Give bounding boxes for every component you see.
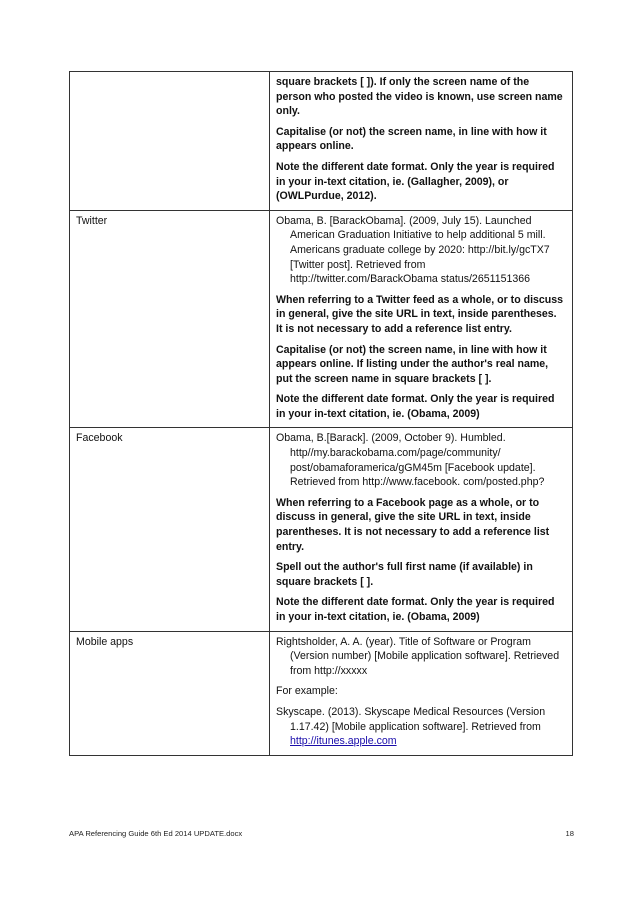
row-content-cell	[270, 72, 573, 211]
row-label-cell: Twitter	[70, 210, 270, 428]
example-text: Skyscape. (2013). Skyscape Medical Resources (Version 1.17.42) [Mobile application software]. Retrieved from	[276, 705, 546, 733]
itunes-link[interactable]: http://itunes.apple.com	[290, 735, 397, 748]
footer-document-name: APA Referencing Guide 6th Ed 2014 UPDATE.docx	[69, 829, 243, 838]
reference-example	[276, 705, 566, 749]
reference-table	[69, 71, 573, 756]
guidance-text: When referring to a Twitter feed as a whole, or to discuss in general, give the site URL in text, inside parentheses. It is not necessary to add a reference list entry.	[276, 293, 564, 335]
example-label: For example:	[276, 685, 338, 698]
reference-template: Rightsholder, A. A. (year). Title of Software or Program (Version number) [Mobile application software]. Retrieved from http://xxxxx	[276, 635, 560, 677]
guidance-text: Note the different date format. Only the year is required in your in-text citation, ie. (Gallagher, 2009), or (OWLPurdue, 2012).	[276, 160, 555, 203]
guidance-text: Note the different date format. Only the year is required in your in-text citation, ie. (Obama, 2009)	[276, 393, 555, 420]
table-row	[70, 428, 573, 631]
table-row	[70, 631, 573, 755]
guidance-text: Capitalise (or not) the screen name, in line with how it appears online.	[276, 125, 547, 153]
guidance-text: When referring to a Facebook page as a whole, or to discuss in general, give the site URL in text, inside parentheses. It is not necessary to add a reference list entry.	[276, 496, 550, 553]
guidance-text: Note the different date format. Only the year is required in your in-text citation, ie. (Obama, 2009)	[276, 596, 555, 623]
row-content-cell	[270, 631, 573, 755]
table-row	[70, 210, 573, 428]
row-content-cell	[270, 210, 573, 428]
table-row	[70, 72, 573, 211]
reference-example: Obama, B.[Barack]. (2009, October 9). Humbled. http//my.barackobama.com/page/community/ post/obamaforamerica/gGM45m [Facebook update]. Retrieved from http://www.facebook. com/posted.php?	[276, 432, 545, 489]
row-label-cell	[70, 72, 270, 211]
row-label-cell: Facebook	[70, 428, 270, 631]
row-label-cell: Mobile apps	[70, 631, 270, 755]
reference-example: Obama, B. [BarackObama]. (2009, July 15). Launched American Graduation Initiative to help additional 5 mill. Americans graduate college by 2020: http://bit.ly/gcTX7 [Twitter post]. Retrieved from http://twitter.com/BarackObama status/2651151366	[276, 214, 550, 286]
footer-page-number: 18	[565, 829, 574, 838]
guidance-text: square brackets [ ]). If only the screen name of the person who posted the video is known, use screen name only.	[276, 76, 563, 118]
guidance-text: Capitalise (or not) the screen name, in line with how it appears online. If listing under the author's real name, put the screen name in square brackets [ ].	[276, 343, 549, 385]
guidance-text: Spell out the author's full first name (if available) in square brackets [ ].	[276, 561, 533, 588]
row-content-cell	[270, 428, 573, 631]
